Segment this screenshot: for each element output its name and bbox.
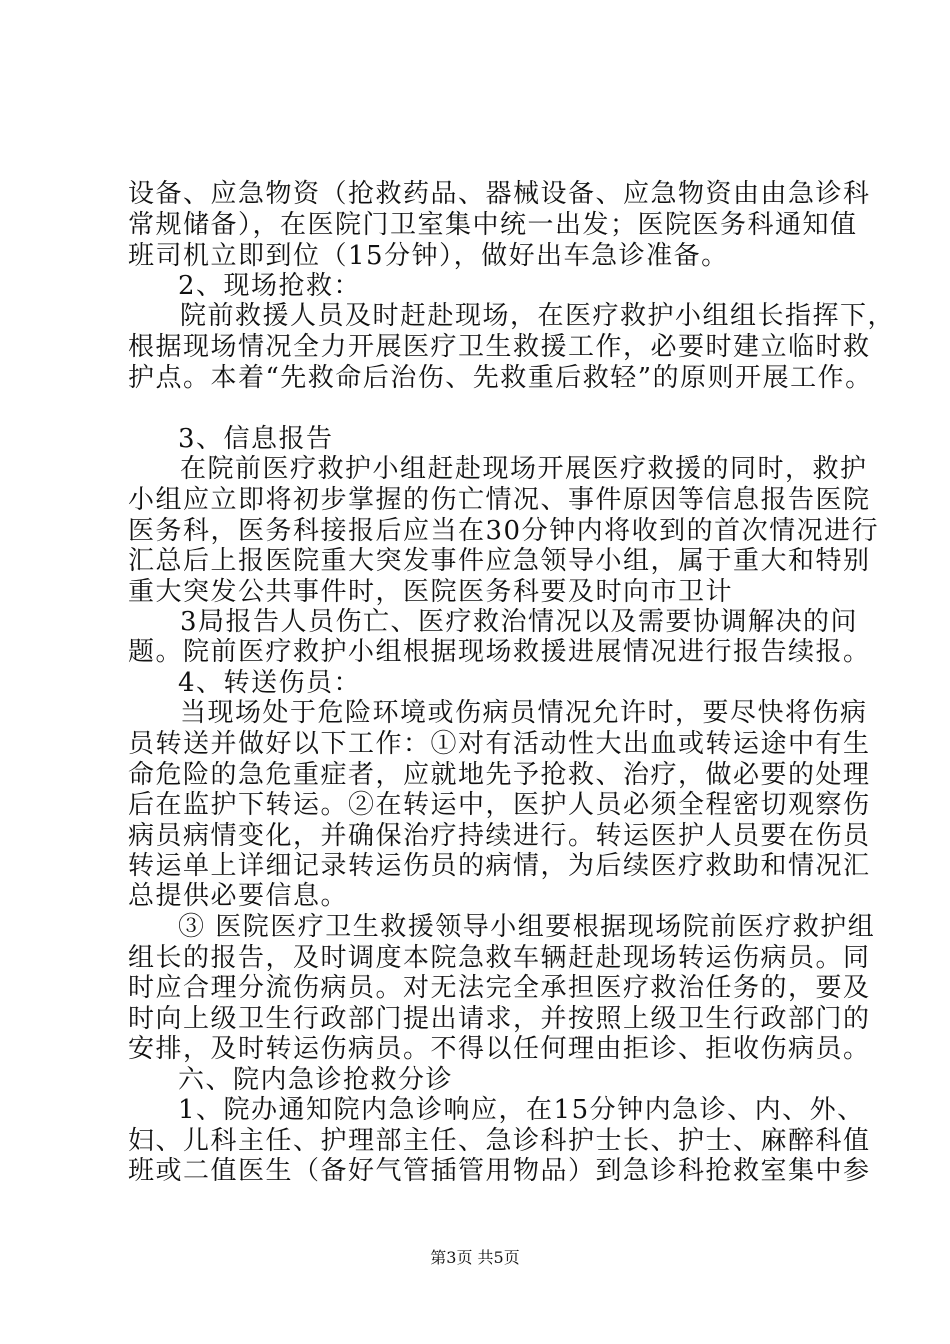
text-line: 转运单上详细记录转运伤员的病情，为后续医疗救助和情况汇 [128, 851, 871, 881]
text-line: 命危险的急危重症者，应就地先予抢救、治疗，做必要的处理 [128, 760, 871, 790]
text-line: 当现场处于危险环境或伤病员情况允许时，要尽快将伤病 [180, 698, 868, 728]
text-line: 护点。本着“先救命后治伤、先救重后救轻”的原则开展工作。 [128, 363, 873, 393]
text-line: 班司机立即到位（15分钟），做好出车急诊准备。 [128, 241, 729, 271]
text-line: 六、院内急诊抢救分诊 [178, 1065, 454, 1095]
text-line: 在院前医疗救护小组赶赴现场开展医疗救援的同时，救护 [180, 454, 868, 484]
text-line: 后在监护下转运。②在转运中，医护人员必须全程密切观察伤 [128, 790, 871, 820]
text-line: 常规储备），在医院门卫室集中统一出发；医院医务科通知值 [128, 210, 858, 240]
text-line: 病员病情变化，并确保治疗持续进行。转运医护人员要在伤员 [128, 821, 871, 851]
text-line: 2、现场抢救： [178, 271, 362, 301]
page-number-footer: 第3页 共5页 [430, 1248, 520, 1267]
text-line: 妇、儿科主任、护理部主任、急诊科护士长、护士、麻醉科值 [128, 1126, 871, 1156]
text-line: 安排，及时转运伤病员。不得以任何理由拒诊、拒收伤病员。 [128, 1034, 871, 1064]
text-line: 时应合理分流伤病员。对无法完全承担医疗救治任务的，要及 [128, 973, 871, 1003]
text-line: 根据现场情况全力开展医疗卫生救援工作，必要时建立临时救 [128, 332, 871, 362]
text-line: 班或二值医生（备好气管插管用物品）到急诊科抢救室集中参 [128, 1156, 871, 1186]
text-line: 组长的报告，及时调度本院急救车辆赶赴现场转运伤病员。同 [128, 943, 871, 973]
text-line: 员转送并做好以下工作：①对有活动性大出血或转运途中有生 [128, 729, 871, 759]
text-line: 院前救援人员及时赶赴现场，在医疗救护小组组长指挥下， [180, 301, 896, 331]
text-line: 小组应立即将初步掌握的伤亡情况、事件原因等信息报告医院 [128, 485, 871, 515]
text-line: 3局报告人员伤亡、医疗救治情况以及需要协调解决的问 [180, 607, 859, 637]
text-line: 1、院办通知院内急诊响应，在15分钟内急诊、内、外、 [178, 1095, 865, 1125]
text-line: ③ 医院医疗卫生救援领导小组要根据现场院前医疗救护组 [178, 912, 876, 942]
text-line: 题。院前医疗救护小组根据现场救援进展情况进行报告续报。 [128, 637, 871, 667]
text-line: 汇总后上报医院重大突发事件应急领导小组，属于重大和特别 [128, 546, 871, 576]
text-line: 4、转送伤员： [178, 668, 362, 698]
text-line: 医务科，医务科接报后应当在30分钟内将收到的首次情况进行 [128, 516, 880, 546]
text-line: 时向上级卫生行政部门提出请求，并按照上级卫生行政部门的 [128, 1004, 871, 1034]
text-line: 重大突发公共事件时，医院医务科要及时向市卫计 [128, 577, 734, 607]
text-line: 设备、应急物资（抢救药品、器械设备、应急物资由由急诊科 [128, 179, 871, 209]
text-line: 3、信息报告 [178, 424, 334, 454]
text-line: 总提供必要信息。 [128, 881, 349, 911]
